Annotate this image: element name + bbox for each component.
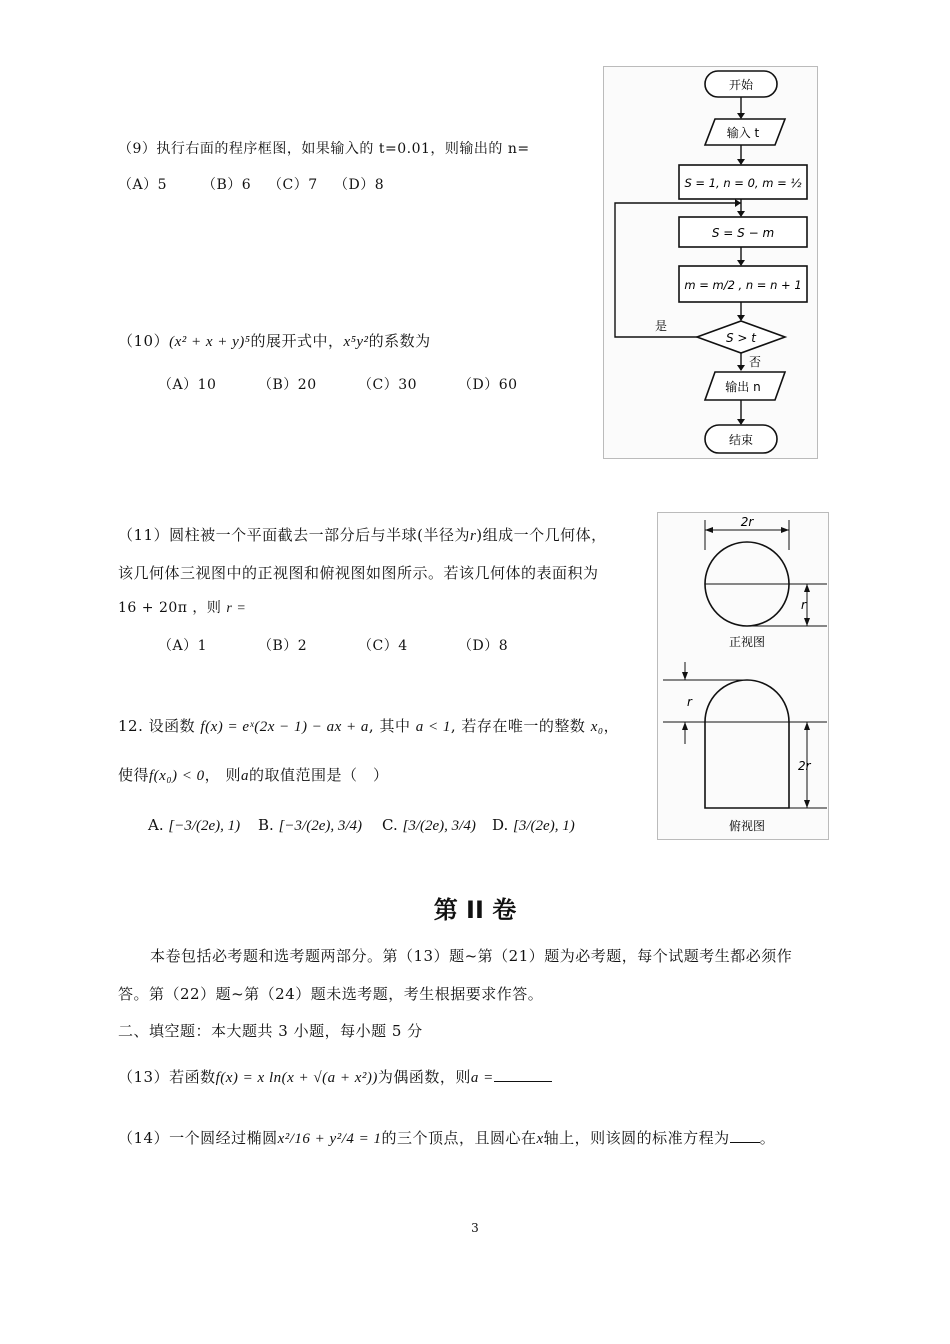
q11-line1 bbox=[118, 525, 607, 546]
q14-prefix: （14）一个圆经过椭圆 bbox=[118, 1129, 278, 1147]
q9-text: （9）执行右面的程序框图，如果输入的 t=0.01，则输出的 n= bbox=[118, 141, 530, 157]
q13-prefix: （13）若函数 bbox=[118, 1068, 216, 1086]
q11-option-c: （C）4 bbox=[358, 638, 408, 654]
q12-line1-c: , 若存在唯一的整数 bbox=[450, 717, 586, 735]
q14-text bbox=[118, 1128, 775, 1149]
q12-option-a: A. [−3/(2e), 1) bbox=[148, 816, 241, 834]
section-para-1: 本卷包括必考题和选考题两部分。第（13）题~第（21）题为必考题，每个试题考生都必须作 bbox=[150, 947, 793, 965]
q12-line2-b: ， 则 bbox=[204, 766, 241, 784]
q11-option-d: （D）8 bbox=[458, 638, 509, 654]
q12-option-c-value: [3/(2e), 3/4) bbox=[402, 818, 476, 834]
width-label: 2r bbox=[740, 515, 754, 529]
q11-var-r: r bbox=[469, 528, 477, 544]
q11-line1-b: )组成一个几何体， bbox=[476, 526, 607, 544]
q14-ellipse: x²/16 + y²/4 = 1 bbox=[277, 1131, 382, 1147]
q12-var-a: a bbox=[240, 768, 249, 784]
r-label: r bbox=[801, 598, 806, 612]
q12-option-d-value: [3/(2e), 1) bbox=[513, 818, 575, 834]
q10-mid: 的展开式中， bbox=[250, 332, 344, 350]
q10-option-a: （A）10 bbox=[158, 377, 217, 393]
q11-line3 bbox=[118, 598, 246, 619]
q11-option-b: （B）2 bbox=[258, 638, 308, 654]
q10-suffix: 的系数为 bbox=[368, 332, 431, 350]
q12-line2-a: 使得 bbox=[118, 766, 150, 784]
q12-option-b-value: [−3/(2e), 3/4) bbox=[278, 818, 363, 834]
q13-text bbox=[118, 1067, 552, 1088]
q10-option-b: （B）20 bbox=[258, 377, 317, 393]
q12-line1: 12. 设函数 f(x) = eˣ(2x − 1) − ax + a, 其中 a < 1, 若存在唯一的整数 x₀， bbox=[118, 717, 620, 735]
q10-expr: (x² + x + y)⁵ bbox=[169, 334, 251, 350]
front-view-label: 正视图 bbox=[728, 635, 766, 649]
height-label: 2r bbox=[798, 759, 811, 773]
q13-ask: a = bbox=[470, 1070, 494, 1086]
flow-end-label: 结束 bbox=[728, 433, 754, 447]
page-number: 3 bbox=[471, 1221, 479, 1235]
q10-option-d: （D）60 bbox=[458, 377, 518, 393]
flow-init-label: S = 1, n = 0, m = ½ bbox=[684, 176, 802, 190]
q10-prefix: （10） bbox=[118, 332, 170, 350]
q13-func: f(x) = x ln(x + √(a + x²)) bbox=[215, 1070, 378, 1086]
flowchart-figure bbox=[603, 66, 818, 459]
three-view-figure bbox=[657, 512, 829, 840]
q11-option-a: （A）1 bbox=[158, 638, 208, 654]
q10-option-c: （C）30 bbox=[358, 377, 418, 393]
q12-option-b: B. [−3/(2e), 3/4) bbox=[258, 816, 363, 834]
q11-line3-b: r = bbox=[226, 601, 247, 616]
q12-line2-c: 的取值范围是（ ） bbox=[248, 766, 389, 784]
q14-end: 。 bbox=[759, 1129, 776, 1147]
section-para-2: 答。第（22）题~第（24）题未选考题，考生根据要求作答。 bbox=[118, 985, 544, 1003]
flow-step2-label: m = m/2 , n = n + 1 bbox=[684, 278, 802, 292]
q12-x0: x₀ bbox=[590, 719, 604, 735]
q12-line1-a: 12. 设函数 bbox=[118, 717, 196, 735]
q9-option-c: （C）7 bbox=[268, 177, 318, 193]
flow-no-label: 否 bbox=[749, 355, 762, 369]
flow-input-label: 输入 t bbox=[726, 126, 760, 140]
q11-line1-a: （11）圆柱被一个平面截去一部分后与半球(半径为 bbox=[118, 526, 470, 544]
q14-mid: 的三个顶点，且圆心在 bbox=[381, 1129, 537, 1147]
q12-option-d: D. [3/(2e), 1) bbox=[492, 816, 575, 834]
q9-option-a: （A）5 bbox=[118, 177, 168, 193]
top-view-label: 俯视图 bbox=[728, 819, 766, 833]
q12-option-a-value: [−3/(2e), 1) bbox=[168, 818, 241, 834]
q10-options bbox=[158, 375, 518, 395]
q12-ineq: f(x₀) < 0 bbox=[149, 768, 205, 784]
q14-suffix: 轴上，则该圆的标准方程为 bbox=[543, 1129, 730, 1147]
part-two-heading: 二、填空题：本大题共 3 小题，每小题 5 分 bbox=[118, 1022, 423, 1040]
q12-options bbox=[148, 815, 575, 836]
q9-option-d: （D）8 bbox=[334, 177, 385, 193]
flow-yes-label: 是 bbox=[655, 319, 668, 333]
q11-line3-a: 16 + 20π ，则 bbox=[118, 600, 222, 616]
flow-start-label: 开始 bbox=[728, 78, 754, 92]
q11-options bbox=[158, 636, 508, 656]
flow-condition-label: S > t bbox=[725, 331, 757, 345]
q12-option-c: C. [3/(2e), 3/4) bbox=[382, 816, 476, 834]
q13-mid: 为偶函数，则 bbox=[377, 1068, 471, 1086]
q9-option-b: （B）6 bbox=[202, 177, 252, 193]
q11-line2: 该几何体三视图中的正视图和俯视图如图所示。若该几何体的表面积为 bbox=[118, 564, 599, 582]
q12-line2 bbox=[118, 765, 388, 786]
q13-answer-blank[interactable] bbox=[494, 1081, 552, 1082]
q14-var-x: x bbox=[536, 1131, 544, 1147]
flow-step1-label: S = S − m bbox=[711, 226, 775, 240]
q10-text bbox=[118, 331, 431, 352]
q12-func: f(x) = eˣ(2x − 1) − ax + a bbox=[200, 719, 369, 735]
q9-options bbox=[118, 175, 384, 195]
flow-output-label: 输出 n bbox=[725, 380, 761, 394]
q12-cond: a < 1 bbox=[415, 719, 451, 735]
q14-answer-blank[interactable] bbox=[730, 1142, 760, 1143]
section-title: 第 II 卷 bbox=[433, 896, 517, 924]
q10-term: x⁵y² bbox=[343, 334, 369, 350]
q12-line1-b: , 其中 bbox=[368, 717, 411, 735]
r-label-2: r bbox=[687, 695, 692, 709]
